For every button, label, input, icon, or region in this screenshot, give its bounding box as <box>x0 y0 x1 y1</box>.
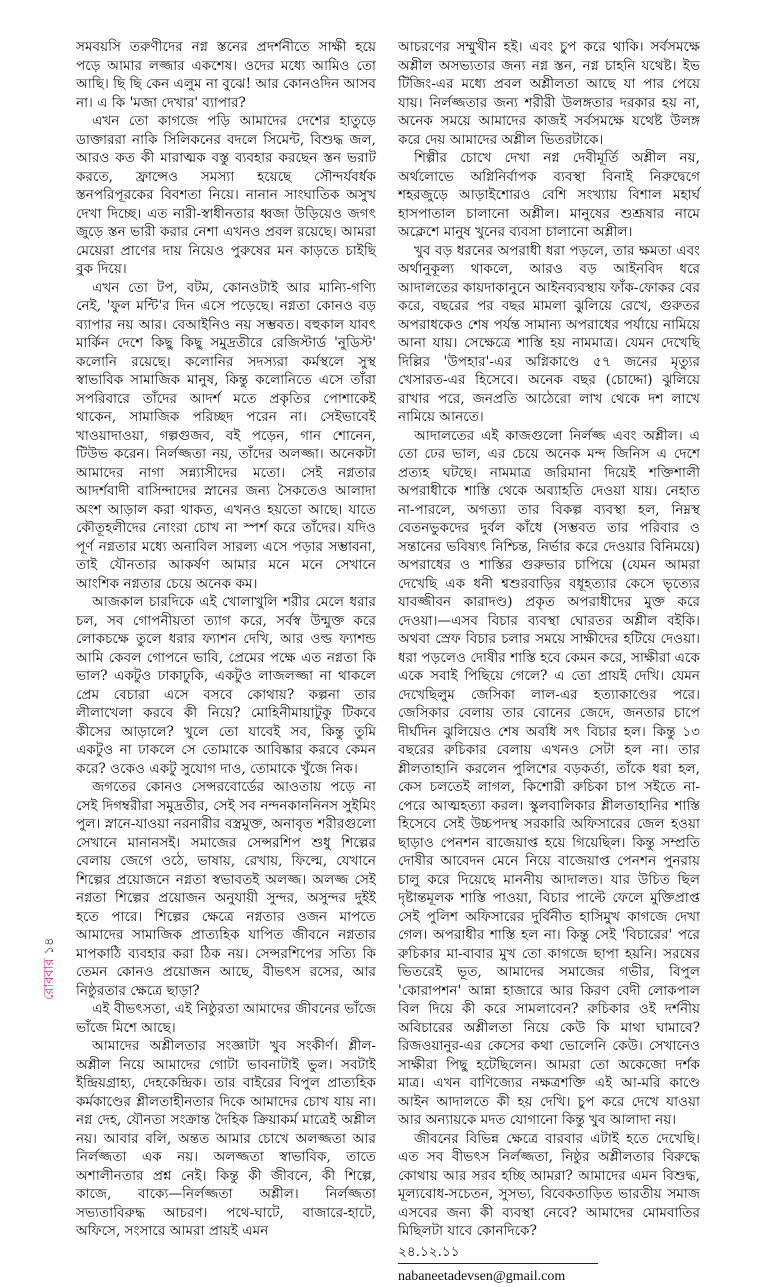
article-column-left <box>76 38 376 1241</box>
paragraph: আমাদের অশ্লীলতার সংজ্ঞাটা খুব সংকীর্ণ। শ্লীল-অশ্লীল নিয়ে আমাদের গোটা ভাবনাটাই ভুল। সবটাই ইন্দ্রিয়গ্রাহ্য, দেহকেন্দ্রিক। তার বাইরের বিপুল প্রাত্যহিক কর্মকাণ্ডের শ্লীলতাহীনতার দিকে আমাদের চোখ যায় না। নগ্ন দেহ, যৌনতা সংক্রান্ত দৈহিক ক্রিয়াকর্ম মাত্রেই অশ্লীল নয়। আবার বলি, অন্তত আমার চোখে অলজ্জতা আর নির্লজ্জতা এক নয়। অলজ্জতা স্বাভাবিক, তাতে অশালীনতার প্রশ্ন নেই। কিন্তু কী জীবনে, কী শিল্পে, কাজে, বাক্যে—নির্লজ্জতা অশ্লীল। নির্লজ্জতা সভ্যতাবিরুদ্ধ আচরণ। পথে-ঘাটে, বাজারে-হাটে, অফিসে, সংসারে আমরা প্রায়ই এমন <box>76 1038 376 1239</box>
paragraph: এখন তো কাগজে পড়ি আমাদের দেশের হাতুড়ে ডাক্তাররা নাকি সিলিকনের বদলে সিমেন্ট, বিশুদ্ধ জল, আরও কত কী মারাত্মক বস্তু ব্যবহার করছেন স্তন ভরাট করতে, ফ্রান্সেও সমস্যা হয়েছে সৌন্দর্যবর্ধক স্তনপরিপূরকের বিবশতা নিয়ে। নানান সাংঘাতিক অসুখ দেখা দিচ্ছে। এত নারী-স্বাধীনতার ধ্বজা উড়িয়েও জগৎ জুড়ে স্তন ভারী করার নেশা এখনও প্রবল রয়েছে। আমরা মেয়েরা প্রাণের দায় নিয়েও পুরুষের মন কাড়তে চাইছি বুক দিয়ে। <box>76 113 376 277</box>
paragraph: জগতের কোনও সেন্সরবোর্ডের আওতায় পড়ে না সেই দিগম্বরীরা সমুদ্রতীর, সেই সব নন্দনকাননিনস সুইমিং পুল। স্নানে-যাওয়া নরনারীর বস্ত্রমুক্ত, অনাবৃত শরীরগুলো সেখানে মানানসই। সমাজের সেন্সরশিপ শুধু শিল্পের বেলায় জেগে ওঠে, ভাষায়, রেখায়, ফিল্মে, যেখানে শিল্পের প্রয়োজনে নগ্নতা স্বভাবতই অলজ্জ। অলজ্জ সেই নগ্নতা শিল্পের প্রয়োজন অনুযায়ী সুন্দর, অসুন্দর দুইই হতে পারে। শিল্পের ক্ষেত্রে নগ্নতার ওজন মাপতে আমাদের সামাজিক প্রাত্যহিক যাপিত জীবনে নগ্নতার মাপকাঠি ব্যবহার করা ঠিক নয়। সেন্সরশিপের সত্যি কি তেমন কোনও প্রয়োজন আছে, বীভৎস রসের, আর নিষ্ঠুরতার ক্ষেত্রে ছাড়া? <box>76 779 376 999</box>
paragraph: জীবনের বিভিন্ন ক্ষেত্রে বারবার এটাই হতে দেখেছি। এত সব বীভৎস নির্লজ্জতা, নিষ্ঠুর অশ্লীলতার বিরুদ্ধে কোথায় আর সরব হচ্ছি আমরা? আমাদের এমন বিশুদ্ধ, মূল্যবোধ-সচেতন, সুসভ্য, বিবেকতাড়িত ভারতীয় সমাজ এসবের জন্য কী ব্যবস্থা নেবে? আমাদের মোমবাতির মিছিলটা যাবে কোনদিকে? <box>398 1130 700 1239</box>
article-date: ২৪.১২.১১ <box>398 1243 460 1260</box>
paragraph: আচরণের সম্মুখীন হই। এবং চুপ করে থাকি। সর্বসমক্ষে অশ্লীল অসভ্যতার জন্য নগ্ন স্তন, নগ্ন চাহনি যথেষ্ট। ইভ টিজিং-এর মধ্যে প্রবল অশ্লীলতা আছে যা পার পেয়ে যায়। নির্লজ্জতার জন্য শরীরী উলঙ্গতার দরকার হয় না, অনেক সময়ে আমাদের কাজই সর্বসমক্ষে যথেষ্ট উলঙ্গ করে দেয় আমাদের অশ্লীল ভিতরটাকে। <box>398 39 700 148</box>
page-number: ১৪ <box>42 937 57 955</box>
magazine-name: রোববার <box>42 958 57 1000</box>
divider <box>398 1263 598 1264</box>
paragraph: খুব বড় ধরনের অপরাধী ধরা পড়লে, তার ক্ষমতা এবং অর্থানুকূল্য থাকলে, আরও বড় আইনবিদ ধরে আদালতের কায়দাকানুনে আইনব্যবস্থায় ফাঁক-ফোকর বের করে, বছরের পর বছর মামলা ঝুলিয়ে রেখে, গুরুতর অপরাধকেও শেষ পর্যন্ত সামান্য অপরাধের পর্যায়ে নামিয়ে আনা যায়। সেক্ষেত্রে শাস্তি হয় নামমাত্র। যেমন দেখেছি দিল্লির 'উপহার'-এর অগ্নিকাণ্ডে ৫৭ জনের মৃত্যুর খেসারত-এর হিসেবে। অনেক বছর (চোদ্দো) ঝুলিয়ে রাখার পরে, জনপ্রতি আঠেরো লাখ থেকে দশ লাখে নামিয়ে আনতে। <box>398 242 700 425</box>
page-folio <box>40 938 61 1000</box>
paragraph: আজকাল চারদিকে এই খোলাখুলি শরীর মেলে ধরার চল, সব গোপনীয়তা ত্যাগ করে, সর্বস্ব উন্মুক্ত করে লোকচক্ষে তুলে ধরার ফ্যাশন দেখি, আর ওল্ড ফ্যাশন্ড আমি কেবল গোপনে ভাবি, প্রেমের পক্ষে এত নগ্নতা কি ভাল? একটুও ঢাকাঢুকি, একটুও লাজলজ্জা না থাকলে প্রেম বেচারা এসে বসবে কোথায়? কল্পনা তার লীলাখেলা করবে কী নিয়ে? মোহিনীমায়াটুকু টিকবে কীসের আড়ালে? খুলে তো যাবেই সব, কিন্তু তুমি একটুও না ঢাকলে সে তোমাকে আবিষ্কার করবে কেমন করে? ওকেও একটু সুযোগ দাও, তোমাকে খুঁজে নিক। <box>76 594 376 777</box>
paragraph: এই বীভৎসতা, এই নিষ্ঠুরতা আমাদের জীবনের ভাঁজে ভাঁজে মিশে আছে। <box>76 1001 376 1036</box>
author-email[interactable]: nabaneetadevsen@gmail.com <box>398 1269 566 1284</box>
paragraph: এখন তো টপ, বটম, কোনওটাই আর মান্যি-গণ্যি নেই, 'ফুল মন্টি'র দিন এসে পড়েছে। নগ্নতা কোনও বড় ব্যাপার নয় আর। বেআইনিও নয় সম্ভবত। বহুকাল যাবৎ মার্কিন দেশে কিছু কিছু সমুদ্রতীরে রেজিস্টার্ড 'নুডিস্ট' কলোনি রয়েছে। কলোনির সদস্যরা কর্মস্থলে সুস্থ স্বাভাবিক সামাজিক মানুষ, কিন্তু কলোনিতে এসে তাঁরা সপরিবারে তাঁদের আদর্শ মতে প্রকৃতির পোশাকেই থাকেন, সামাজিক পরিচ্ছদ পরেন না। সেইভাবেই খাওয়াদাওয়া, গল্পগুজব, বই পড়েন, গান শোনেন, টিউভ করেন। নির্লজ্জতা নয়, তাঁদের অলজ্জা। অনেকটা আমাদের নাগা সন্ন্যাসীদের মতো। সেই নগ্নতার আদর্শবাদী বাসিন্দাদের স্নানের জন্য সৈকতেও আলাদা অংশ আড়াল করা থাকত, এখনও হয়তো আছে। যাতে কৌতূহলীদের নোংরা চোখ না স্পর্শ করে তাঁদের। যদিও পূর্ণ নগ্নতার মধ্যে অনাবিল সারল্য এসে পড়ার সম্ভাবনা, তাই যৌনতার আকর্ষণ আমার মনে মনে সেখানে আংশিক নগ্নতার চেয়ে অনেক কম। <box>76 279 376 592</box>
paragraph: শিল্পীর চোখে দেখা নগ্ন দেবীমূর্তি অশ্লীল নয়, অর্থলোভে অগ্নিনির্বাপক ব্যবস্থা বিনাই নিরুদ্বেগে শহরজুড়ে আড়াইশোরও বেশি সংখ্যায় বিশাল মহার্ঘ হাসপাতাল চালানো অশ্লীল। মানুষের শুশ্রূষার নামে অক্লেশে মানুষ খুনের ব্যবসা চালানো অশ্লীল। <box>398 150 700 240</box>
paragraph: আদালতের এই কাজগুলো নির্লজ্জ এবং অশ্লীল। এ তো ঢের ভাল, এর চেয়ে অনেক মন্দ জিনিস এ দেশে প্রত্যহ ঘটছে। নামমাত্র জরিমানা দিয়েই শক্তিশালী অপরাধীকে শাস্তি থেকে অব্যাহতি দেওয়া যায়। নেহাত না-পারলে, অগত্যা তার বিকল্প ব্যবস্থা হল, নিম্নস্থ বেতনভুকদের দুর্বল কাঁধে (সম্ভবত তার পরিবার ও সন্তানের ভবিষ্যৎ নিশ্চিন্ত, নির্ভার করে দেওয়ার বিনিময়ে) অপরাধের ও শাস্তির গুরুভার চাপিয়ে (যেমন আমরা দেখেছি এক ধনী শ্বশুরবাড়ির বধূহত্যার কেসে ভৃত্যের যাবজ্জীবন কারাদণ্ড) প্রকৃত অপরাধীদের মুক্ত করে দেওয়া।—এসব বিচার ব্যবস্থা ঘোরতর অশ্লীল বইকি। অথবা স্রেফ বিচার চলার সময়ে সাক্ষীদের হটিয়ে দেওয়া। ধরা পড়লেও দোষীর শাস্তি হবে কেমন করে, সাক্ষীরা একে একে সবাই পিছিয়ে গেলে? এ তো প্রায়ই দেখি। যেমন দেখেছিলুম জেসিকা লাল-এর হত্যাকাণ্ডের পরে। জেসিকার বেলায় তার বোনের জেদে, জনতার চাপে দীর্ঘদিন ঝুলিয়েও শেষ অবধি সৎ বিচার হল। কিন্তু ১৩ বছরের রুচিকার বেলায় এখনও সেটা হল না। তার শ্লীলতাহানি করলেন পুলিশের বড়কর্তা, তাঁকে ধরা হল, কেস চলতেই লাগল, কিশোরী রুচিকা চাপ সইতে না-পেরে আত্মহত্যা করল। স্কুলবালিকার শ্লীলতাহানির শাস্তি হিসেবে সেই উচ্চপদস্থ সরকারি অফিসারের জেল হওয়া ছাড়াও পেনশন বাজেয়াপ্ত হয়ে গিয়েছিল। কিন্তু সম্প্রতি দোষীর আবেদন মেনে নিয়ে বাজেয়াপ্ত পেনশন পুনরায় চালু করে দিয়েছে মাননীয় আদালত। যার উচিত ছিল দৃষ্টান্তমূলক শাস্তি পাওয়া, বিচার পাল্টে ফেলে মুক্তিপ্রাপ্ত সেই পুলিশ অফিসারের দুর্বিনীত হাসিমুখ কাগজে দেখা গেল। অপরাধীর শাস্তি হল না। কিন্তু সেই 'বিচারের' পরে রুচিকার মা-বাবার মুখ তো কাগজে ছাপা হয়নি। সরষের ভিতরেই ভূত, আমাদের সমাজের গভীর, বিপুল 'কোরাপশন' আন্না হাজারে আর কিরণ বেদী লোকপাল বিল দিয়ে কী করে সামলাবেন? রুচিকার ওই দর্শনীয় অবিচারের অশ্লীলতা নিয়ে কেউ কি মাথা ঘামাবে? রিজওয়ানুর-এর কেসের কথা ভোলেনি কেউ। সেখানেও সাক্ষীরা পিছু হটেছিলেন। আমরা তো অকেজো দর্শক মাত্র। এখন বাণিজ্যের নক্ষত্রশক্তি এই আ-মরি কাণ্ডে আইন আদালতে কী হয় দেখি। চুপ করে দেখে যাওয়া আর অন্যায়কে মদত যোগানো কিন্তু খুব আলাদা নয়। <box>398 427 701 1128</box>
paragraph: সমবয়সি তরুণীদের নগ্ন স্তনের প্রদর্শনীতে সাক্ষী হয়ে পড়ে আমার লজ্জার একশেষ। ওদের মধ্যে আমিও তো আছি। ছি ছি কেন এলুম না বুঝে! আর কোনওদিন আসব না। এ কি 'মজা দেখার' ব্যাপার? <box>76 39 376 111</box>
article-column-right <box>398 38 700 1287</box>
